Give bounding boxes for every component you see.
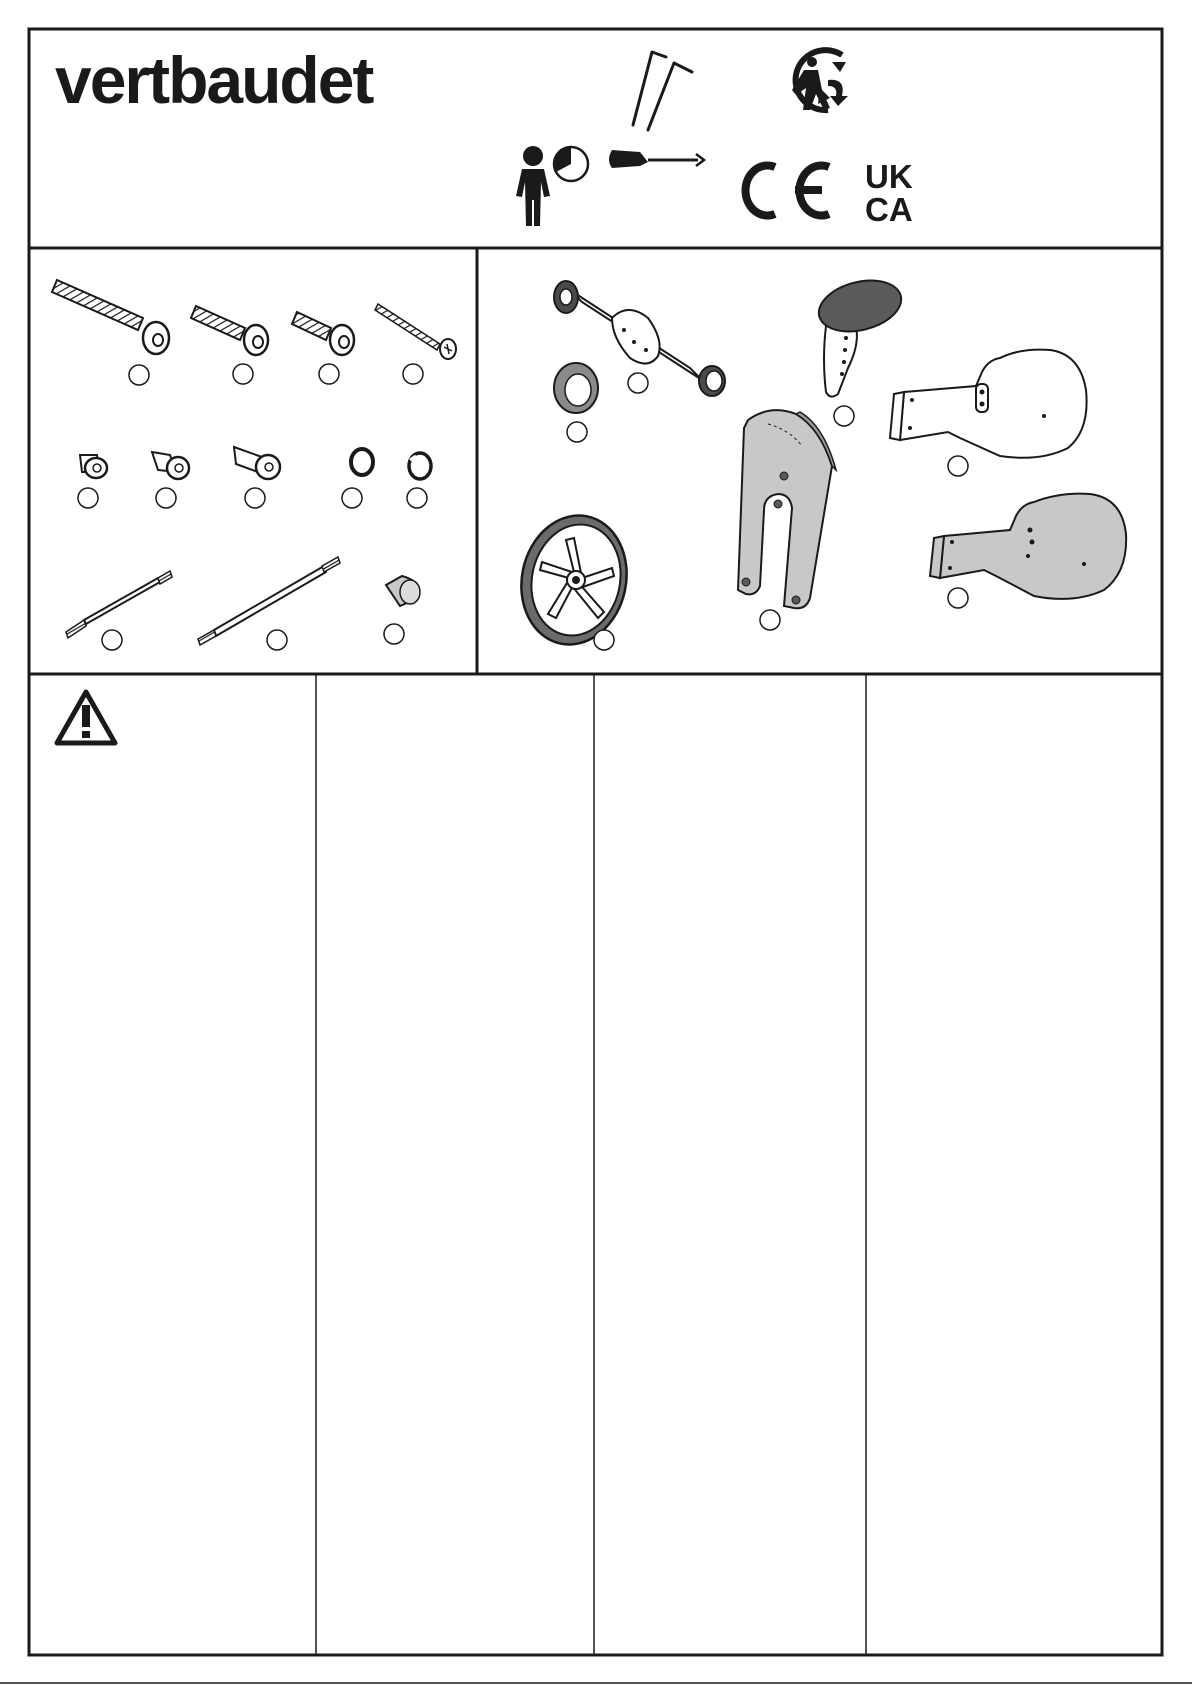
front-fork — [738, 410, 836, 608]
part-number-circle — [156, 488, 176, 508]
part-number-circle — [948, 456, 968, 476]
medium-bolt — [191, 306, 268, 355]
flat-washer — [351, 449, 373, 475]
seat — [813, 273, 906, 397]
part-number-circle — [948, 588, 968, 608]
child-age-icon — [516, 146, 588, 226]
outer-frame — [29, 29, 1162, 1655]
side-frame-left — [890, 350, 1087, 458]
part-number-circle — [102, 630, 122, 650]
ukca-mark-icon — [865, 158, 913, 228]
cone-cap — [386, 576, 420, 606]
spring-washer — [409, 453, 431, 479]
axle-long — [198, 557, 340, 645]
part-number-circle — [267, 630, 287, 650]
part-number-circle — [834, 406, 854, 426]
wood-screw — [375, 304, 456, 359]
recycling-triman-icon — [792, 50, 848, 110]
part-number-circle — [342, 488, 362, 508]
part-number-circle — [594, 630, 614, 650]
short-bolt — [292, 312, 354, 355]
warning-triangle-icon — [57, 692, 115, 743]
barrel-nut-long — [234, 447, 280, 479]
wheel — [510, 506, 639, 655]
side-frame-right — [930, 494, 1126, 599]
axle-short — [66, 571, 172, 638]
svg-text:UK: UK — [865, 158, 913, 195]
part-number-circle — [78, 488, 98, 508]
part-number-circle — [567, 422, 587, 442]
long-bolt — [52, 280, 169, 354]
part-number-circle — [233, 364, 253, 384]
ce-mark-icon — [745, 165, 829, 215]
part-number-circle — [245, 488, 265, 508]
barrel-nut-medium — [152, 452, 189, 479]
part-number-circle — [628, 373, 648, 393]
part-number-circle — [319, 364, 339, 384]
part-number-circle — [760, 610, 780, 630]
part-number-circle — [129, 365, 149, 385]
part-number-circle — [384, 624, 404, 644]
part-number-circle — [403, 364, 423, 384]
allen-key-icon — [633, 52, 692, 130]
brand-logo: vertbaudet — [55, 43, 373, 117]
screwdriver-icon — [609, 150, 704, 168]
barrel-nut-small — [80, 455, 107, 478]
svg-text:CA: CA — [865, 191, 913, 228]
part-number-circle — [407, 488, 427, 508]
ring-spacer — [554, 363, 598, 413]
